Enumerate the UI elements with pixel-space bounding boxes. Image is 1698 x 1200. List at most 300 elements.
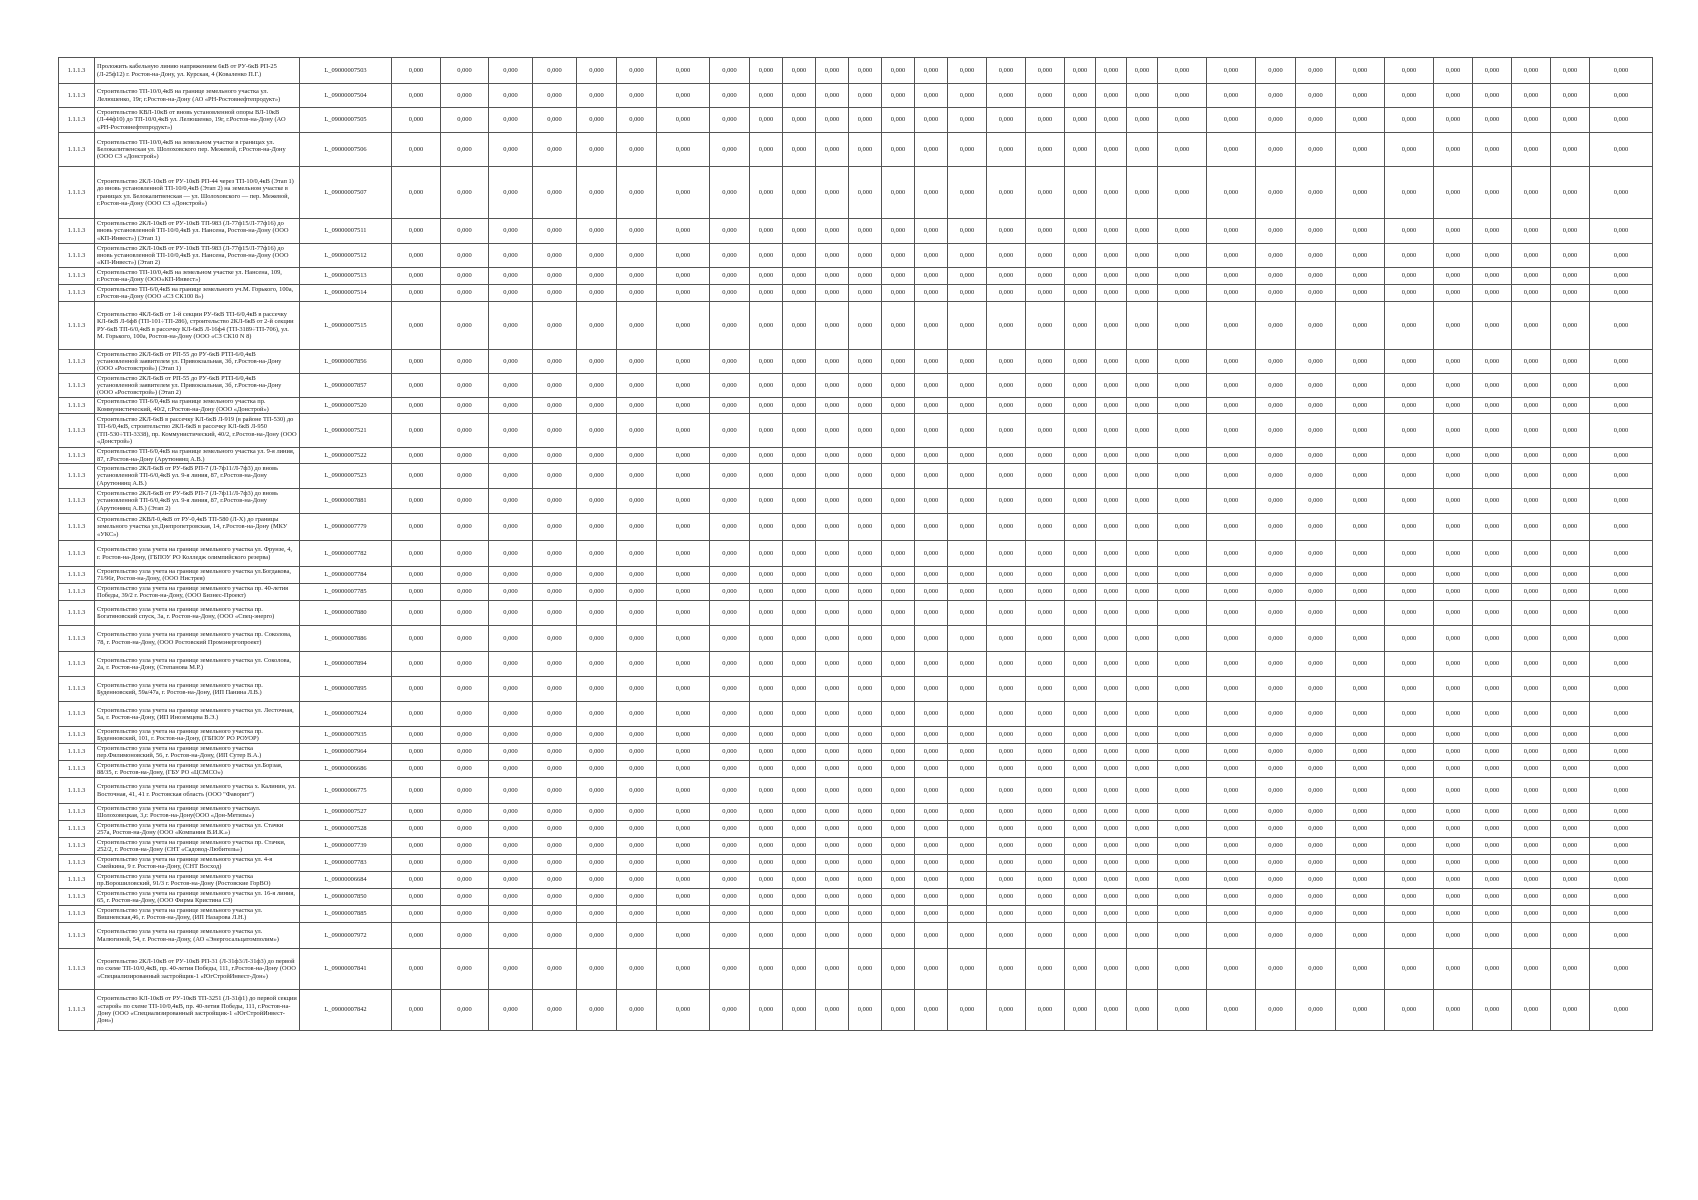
value-cell: 0,000 bbox=[1551, 464, 1590, 489]
value-cell: 0,000 bbox=[1296, 244, 1336, 268]
value-cell: 0,000 bbox=[489, 906, 533, 923]
value-cell: 0,000 bbox=[750, 133, 783, 167]
value-cell: 0,000 bbox=[1336, 374, 1385, 398]
value-cell: 0,000 bbox=[987, 514, 1026, 541]
value-cell: 0,000 bbox=[816, 414, 849, 448]
value-cell: 0,000 bbox=[1158, 677, 1207, 702]
value-cell: 0,000 bbox=[1336, 58, 1385, 84]
row-index-cell: 1.1.1.3 bbox=[59, 584, 95, 601]
value-cell: 0,000 bbox=[617, 778, 657, 804]
value-cell: 0,000 bbox=[1473, 872, 1512, 889]
value-cell: 0,000 bbox=[392, 727, 441, 744]
value-cell: 0,000 bbox=[1512, 350, 1551, 374]
value-cell: 0,000 bbox=[882, 414, 915, 448]
value-cell: 0,000 bbox=[1158, 778, 1207, 804]
value-cell: 0,000 bbox=[1385, 350, 1434, 374]
value-cell: 0,000 bbox=[987, 167, 1026, 219]
value-cell: 0,000 bbox=[441, 906, 489, 923]
value-cell: 0,000 bbox=[1127, 244, 1158, 268]
value-cell: 0,000 bbox=[1065, 464, 1096, 489]
value-cell: 0,000 bbox=[1026, 285, 1065, 302]
value-cell: 0,000 bbox=[577, 464, 617, 489]
value-cell: 0,000 bbox=[533, 84, 577, 108]
value-cell: 0,000 bbox=[1256, 398, 1296, 414]
value-cell: 0,000 bbox=[915, 889, 948, 906]
value-cell: 0,000 bbox=[1551, 58, 1590, 84]
value-cell: 0,000 bbox=[489, 374, 533, 398]
row-index-cell: 1.1.1.3 bbox=[59, 414, 95, 448]
value-cell: 0,000 bbox=[1551, 702, 1590, 727]
value-cell: 0,000 bbox=[750, 906, 783, 923]
row-index-cell: 1.1.1.3 bbox=[59, 302, 95, 350]
value-cell: 0,000 bbox=[1256, 108, 1296, 133]
value-cell: 0,000 bbox=[987, 268, 1026, 285]
value-cell: 0,000 bbox=[1512, 990, 1551, 1031]
value-cell: 0,000 bbox=[948, 838, 987, 855]
value-cell: 0,000 bbox=[441, 268, 489, 285]
row-description-cell: Строительство узла учета на границе земельного участка пер.Филимоновский, 56, г. Ростов-на-Дону, (ИП Сутер В.А.) bbox=[95, 744, 300, 761]
value-cell: 0,000 bbox=[948, 58, 987, 84]
value-cell: 0,000 bbox=[1207, 374, 1256, 398]
value-cell: 0,000 bbox=[1207, 744, 1256, 761]
row-project-code-cell: L_09000007842 bbox=[300, 990, 392, 1031]
value-cell: 0,000 bbox=[915, 58, 948, 84]
value-cell: 0,000 bbox=[617, 374, 657, 398]
value-cell: 0,000 bbox=[948, 268, 987, 285]
value-cell: 0,000 bbox=[533, 626, 577, 652]
value-cell: 0,000 bbox=[1296, 601, 1336, 626]
value-cell: 0,000 bbox=[1096, 652, 1127, 677]
value-cell: 0,000 bbox=[1096, 448, 1127, 464]
value-cell: 0,000 bbox=[1127, 108, 1158, 133]
value-cell: 0,000 bbox=[1207, 821, 1256, 838]
value-cell: 0,000 bbox=[783, 244, 816, 268]
table-row bbox=[59, 744, 1653, 761]
value-cell: 0,000 bbox=[882, 923, 915, 949]
row-project-code-cell: L_09000007505 bbox=[300, 108, 392, 133]
value-cell: 0,000 bbox=[849, 584, 882, 601]
value-cell: 0,000 bbox=[1207, 949, 1256, 990]
value-cell: 0,000 bbox=[1158, 601, 1207, 626]
row-index-cell: 1.1.1.3 bbox=[59, 778, 95, 804]
row-index-cell: 1.1.1.3 bbox=[59, 821, 95, 838]
value-cell: 0,000 bbox=[882, 567, 915, 584]
value-cell: 0,000 bbox=[392, 821, 441, 838]
value-cell: 0,000 bbox=[1590, 285, 1653, 302]
row-project-code-cell: L_09000007779 bbox=[300, 514, 392, 541]
value-cell: 0,000 bbox=[1158, 838, 1207, 855]
value-cell: 0,000 bbox=[392, 108, 441, 133]
value-cell: 0,000 bbox=[533, 923, 577, 949]
value-cell: 0,000 bbox=[1551, 584, 1590, 601]
value-cell: 0,000 bbox=[1551, 219, 1590, 244]
value-cell: 0,000 bbox=[816, 219, 849, 244]
value-cell: 0,000 bbox=[1127, 626, 1158, 652]
value-cell: 0,000 bbox=[577, 398, 617, 414]
value-cell: 0,000 bbox=[987, 108, 1026, 133]
row-index-cell: 1.1.1.3 bbox=[59, 167, 95, 219]
value-cell: 0,000 bbox=[1127, 219, 1158, 244]
value-cell: 0,000 bbox=[1296, 108, 1336, 133]
value-cell: 0,000 bbox=[882, 167, 915, 219]
value-cell: 0,000 bbox=[1336, 838, 1385, 855]
value-cell: 0,000 bbox=[1473, 744, 1512, 761]
value-cell: 0,000 bbox=[1296, 652, 1336, 677]
value-cell: 0,000 bbox=[489, 744, 533, 761]
row-description-cell: Строительство КЛ-10кВ от РУ-10кВ ТП-3251 (Л-31ф1) до первой секции «старой» по схеме ТП-10/0,4кВ, пр. 40-летия Победы, 111, г.Ростов-на-Дону (ООО «Специализированный застройщик-1 «ЮгСтройИнвест-Дон») bbox=[95, 990, 300, 1031]
value-cell: 0,000 bbox=[657, 778, 710, 804]
value-cell: 0,000 bbox=[987, 727, 1026, 744]
value-cell: 0,000 bbox=[948, 350, 987, 374]
value-cell: 0,000 bbox=[1256, 949, 1296, 990]
value-cell: 0,000 bbox=[849, 302, 882, 350]
value-cell: 0,000 bbox=[849, 906, 882, 923]
value-cell: 0,000 bbox=[1385, 923, 1434, 949]
value-cell: 0,000 bbox=[710, 414, 750, 448]
value-cell: 0,000 bbox=[1590, 489, 1653, 514]
value-cell: 0,000 bbox=[1512, 677, 1551, 702]
value-cell: 0,000 bbox=[1207, 889, 1256, 906]
value-cell: 0,000 bbox=[1158, 302, 1207, 350]
value-cell: 0,000 bbox=[1473, 923, 1512, 949]
value-cell: 0,000 bbox=[1256, 268, 1296, 285]
value-cell: 0,000 bbox=[1385, 567, 1434, 584]
value-cell: 0,000 bbox=[948, 541, 987, 567]
value-cell: 0,000 bbox=[1590, 84, 1653, 108]
value-cell: 0,000 bbox=[1551, 778, 1590, 804]
value-cell: 0,000 bbox=[1207, 727, 1256, 744]
value-cell: 0,000 bbox=[1026, 414, 1065, 448]
value-cell: 0,000 bbox=[987, 889, 1026, 906]
value-cell: 0,000 bbox=[1127, 804, 1158, 821]
value-cell: 0,000 bbox=[657, 652, 710, 677]
value-cell: 0,000 bbox=[816, 514, 849, 541]
value-cell: 0,000 bbox=[617, 744, 657, 761]
value-cell: 0,000 bbox=[915, 906, 948, 923]
value-cell: 0,000 bbox=[1385, 906, 1434, 923]
value-cell: 0,000 bbox=[657, 990, 710, 1031]
value-cell: 0,000 bbox=[750, 58, 783, 84]
table-row bbox=[59, 302, 1653, 350]
value-cell: 0,000 bbox=[1434, 167, 1473, 219]
value-cell: 0,000 bbox=[1473, 398, 1512, 414]
value-cell: 0,000 bbox=[1551, 626, 1590, 652]
value-cell: 0,000 bbox=[1096, 761, 1127, 778]
value-cell: 0,000 bbox=[1158, 374, 1207, 398]
value-cell: 0,000 bbox=[816, 167, 849, 219]
value-cell: 0,000 bbox=[1512, 167, 1551, 219]
value-cell: 0,000 bbox=[577, 133, 617, 167]
value-cell: 0,000 bbox=[1096, 804, 1127, 821]
value-cell: 0,000 bbox=[577, 302, 617, 350]
value-cell: 0,000 bbox=[489, 84, 533, 108]
value-cell: 0,000 bbox=[1385, 58, 1434, 84]
value-cell: 0,000 bbox=[1434, 744, 1473, 761]
value-cell: 0,000 bbox=[710, 108, 750, 133]
value-cell: 0,000 bbox=[489, 167, 533, 219]
value-cell: 0,000 bbox=[533, 727, 577, 744]
row-description-cell: Проложить кабельную линию напряжением 6кВ от РУ-6кВ РП-25 (Л-25ф12) г. Ростов-на-Дону, ул. Курская, 4 (Коваленко П.Г.) bbox=[95, 58, 300, 84]
value-cell: 0,000 bbox=[882, 84, 915, 108]
value-cell: 0,000 bbox=[1096, 677, 1127, 702]
value-cell: 0,000 bbox=[1434, 626, 1473, 652]
value-cell: 0,000 bbox=[1385, 398, 1434, 414]
value-cell: 0,000 bbox=[1434, 872, 1473, 889]
value-cell: 0,000 bbox=[617, 464, 657, 489]
row-index-cell: 1.1.1.3 bbox=[59, 601, 95, 626]
value-cell: 0,000 bbox=[750, 923, 783, 949]
value-cell: 0,000 bbox=[1434, 489, 1473, 514]
value-cell: 0,000 bbox=[1385, 821, 1434, 838]
row-index-cell: 1.1.1.3 bbox=[59, 541, 95, 567]
value-cell: 0,000 bbox=[783, 838, 816, 855]
value-cell: 0,000 bbox=[710, 584, 750, 601]
value-cell: 0,000 bbox=[1065, 84, 1096, 108]
value-cell: 0,000 bbox=[577, 761, 617, 778]
value-cell: 0,000 bbox=[750, 584, 783, 601]
value-cell: 0,000 bbox=[1096, 489, 1127, 514]
row-project-code-cell: L_09000007782 bbox=[300, 541, 392, 567]
value-cell: 0,000 bbox=[915, 414, 948, 448]
value-cell: 0,000 bbox=[816, 949, 849, 990]
value-cell: 0,000 bbox=[1256, 414, 1296, 448]
value-cell: 0,000 bbox=[816, 990, 849, 1031]
value-cell: 0,000 bbox=[1207, 398, 1256, 414]
value-cell: 0,000 bbox=[783, 374, 816, 398]
value-cell: 0,000 bbox=[1434, 949, 1473, 990]
value-cell: 0,000 bbox=[816, 464, 849, 489]
value-cell: 0,000 bbox=[816, 350, 849, 374]
value-cell: 0,000 bbox=[987, 949, 1026, 990]
value-cell: 0,000 bbox=[1127, 906, 1158, 923]
value-cell: 0,000 bbox=[1096, 821, 1127, 838]
value-cell: 0,000 bbox=[392, 838, 441, 855]
value-cell: 0,000 bbox=[1473, 541, 1512, 567]
value-cell: 0,000 bbox=[1127, 464, 1158, 489]
value-cell: 0,000 bbox=[577, 923, 617, 949]
value-cell: 0,000 bbox=[1385, 167, 1434, 219]
value-cell: 0,000 bbox=[1158, 167, 1207, 219]
row-project-code-cell: L_09000007521 bbox=[300, 414, 392, 448]
value-cell: 0,000 bbox=[1385, 374, 1434, 398]
value-cell: 0,000 bbox=[1590, 448, 1653, 464]
value-cell: 0,000 bbox=[1385, 414, 1434, 448]
row-description-cell: Строительство 2КЛ-10кВ от РУ-10кВ РП-31 (Л-31ф3/Л-31ф3) до первой по схеме ТП-10/0,4кВ, пр. 40-летия Победы, 111, г.Ростов-на-Дону (ООО «Специализированный застройщик-1 «ЮгСтройИнвест-Дон») bbox=[95, 949, 300, 990]
value-cell: 0,000 bbox=[816, 541, 849, 567]
value-cell: 0,000 bbox=[783, 584, 816, 601]
value-cell: 0,000 bbox=[915, 133, 948, 167]
value-cell: 0,000 bbox=[657, 727, 710, 744]
row-description-cell: Строительство ТП-10/0,4кВ на границе земельного участка ул. Лелюшенко, 19г, г.Ростов-на-Дону (АО «РН-Ростовнефтепродукт») bbox=[95, 84, 300, 108]
value-cell: 0,000 bbox=[1336, 626, 1385, 652]
row-index-cell: 1.1.1.3 bbox=[59, 489, 95, 514]
value-cell: 0,000 bbox=[882, 219, 915, 244]
value-cell: 0,000 bbox=[1207, 567, 1256, 584]
value-cell: 0,000 bbox=[1207, 761, 1256, 778]
value-cell: 0,000 bbox=[1127, 167, 1158, 219]
value-cell: 0,000 bbox=[1512, 541, 1551, 567]
value-cell: 0,000 bbox=[1158, 990, 1207, 1031]
value-cell: 0,000 bbox=[987, 677, 1026, 702]
row-description-cell: Строительство ТП-6/0,4кВ на границе земельного уч.М. Горького, 100а, г.Ростов-на-Дону (ООО «СЗ СК100 8») bbox=[95, 285, 300, 302]
value-cell: 0,000 bbox=[783, 906, 816, 923]
value-cell: 0,000 bbox=[1473, 702, 1512, 727]
value-cell: 0,000 bbox=[783, 350, 816, 374]
value-cell: 0,000 bbox=[948, 398, 987, 414]
value-cell: 0,000 bbox=[657, 448, 710, 464]
value-cell: 0,000 bbox=[1026, 489, 1065, 514]
value-cell: 0,000 bbox=[441, 167, 489, 219]
value-cell: 0,000 bbox=[489, 923, 533, 949]
value-cell: 0,000 bbox=[1336, 949, 1385, 990]
value-cell: 0,000 bbox=[750, 821, 783, 838]
value-cell: 0,000 bbox=[948, 652, 987, 677]
value-cell: 0,000 bbox=[1026, 761, 1065, 778]
value-cell: 0,000 bbox=[987, 374, 1026, 398]
value-cell: 0,000 bbox=[489, 601, 533, 626]
row-index-cell: 1.1.1.3 bbox=[59, 906, 95, 923]
value-cell: 0,000 bbox=[1512, 949, 1551, 990]
table-row bbox=[59, 677, 1653, 702]
value-cell: 0,000 bbox=[1336, 990, 1385, 1031]
value-cell: 0,000 bbox=[882, 838, 915, 855]
value-cell: 0,000 bbox=[750, 167, 783, 219]
value-cell: 0,000 bbox=[392, 514, 441, 541]
value-cell: 0,000 bbox=[1385, 108, 1434, 133]
row-project-code-cell: L_09000007520 bbox=[300, 398, 392, 414]
row-project-code-cell: L_09000007785 bbox=[300, 584, 392, 601]
value-cell: 0,000 bbox=[783, 702, 816, 727]
value-cell: 0,000 bbox=[1158, 923, 1207, 949]
row-description-cell: Строительство ТП-10/0,4кВ на земельном участке в границах ул. Белокалитвенская ул. Шолоховского пер. Межевой, г.Ростов-на-Дону (ООО СЗ «Донстрой») bbox=[95, 133, 300, 167]
value-cell: 0,000 bbox=[1385, 302, 1434, 350]
row-project-code-cell: L_09000007527 bbox=[300, 804, 392, 821]
value-cell: 0,000 bbox=[1096, 167, 1127, 219]
value-cell: 0,000 bbox=[882, 285, 915, 302]
value-cell: 0,000 bbox=[750, 448, 783, 464]
value-cell: 0,000 bbox=[783, 448, 816, 464]
value-cell: 0,000 bbox=[783, 990, 816, 1031]
value-cell: 0,000 bbox=[1512, 414, 1551, 448]
value-cell: 0,000 bbox=[441, 514, 489, 541]
row-description-cell: Строительство узла учета на границе земельного участка ул. Малюгиной, 54, г. Ростов-на-Дону, (АО «Энергосальцатомполим») bbox=[95, 923, 300, 949]
value-cell: 0,000 bbox=[750, 652, 783, 677]
value-cell: 0,000 bbox=[1096, 889, 1127, 906]
table-row bbox=[59, 84, 1653, 108]
value-cell: 0,000 bbox=[1385, 541, 1434, 567]
value-cell: 0,000 bbox=[392, 804, 441, 821]
value-cell: 0,000 bbox=[1065, 906, 1096, 923]
value-cell: 0,000 bbox=[1296, 219, 1336, 244]
value-cell: 0,000 bbox=[441, 838, 489, 855]
row-description-cell: Строительство узла учета на границе земельного участка ул. Фрунзе, 4, г. Ростов-на-Дону, (ГБПОУ РО Колледж олимпийского резерва) bbox=[95, 541, 300, 567]
value-cell: 0,000 bbox=[617, 541, 657, 567]
value-cell: 0,000 bbox=[1473, 567, 1512, 584]
row-project-code-cell: L_09000007880 bbox=[300, 601, 392, 626]
value-cell: 0,000 bbox=[441, 464, 489, 489]
value-cell: 0,000 bbox=[441, 761, 489, 778]
value-cell: 0,000 bbox=[392, 855, 441, 872]
value-cell: 0,000 bbox=[1065, 108, 1096, 133]
value-cell: 0,000 bbox=[1026, 108, 1065, 133]
value-cell: 0,000 bbox=[849, 601, 882, 626]
value-cell: 0,000 bbox=[1336, 133, 1385, 167]
row-index-cell: 1.1.1.3 bbox=[59, 514, 95, 541]
value-cell: 0,000 bbox=[617, 702, 657, 727]
value-cell: 0,000 bbox=[1296, 744, 1336, 761]
value-cell: 0,000 bbox=[1336, 923, 1385, 949]
value-cell: 0,000 bbox=[1158, 855, 1207, 872]
value-cell: 0,000 bbox=[1256, 464, 1296, 489]
value-cell: 0,000 bbox=[657, 761, 710, 778]
value-cell: 0,000 bbox=[882, 949, 915, 990]
value-cell: 0,000 bbox=[915, 652, 948, 677]
value-cell: 0,000 bbox=[1473, 244, 1512, 268]
value-cell: 0,000 bbox=[1026, 727, 1065, 744]
value-cell: 0,000 bbox=[617, 727, 657, 744]
value-cell: 0,000 bbox=[1512, 398, 1551, 414]
value-cell: 0,000 bbox=[915, 514, 948, 541]
value-cell: 0,000 bbox=[948, 626, 987, 652]
row-description-cell: Строительство 2КЛ-6кВ в рассечку КЛ-6кВ Л-919 (в районе ТП-530) до ТП-6/0,4кВ, строительство 2КЛ-6кВ в рассечку КЛ-6кВ Л-950 (ТП-530÷ТП-3338), пр. Коммунистический, 40/2, г.Ростов-на-Дону (ООО «Донстрой») bbox=[95, 414, 300, 448]
value-cell: 0,000 bbox=[489, 778, 533, 804]
value-cell: 0,000 bbox=[1296, 584, 1336, 601]
value-cell: 0,000 bbox=[617, 567, 657, 584]
value-cell: 0,000 bbox=[750, 108, 783, 133]
value-cell: 0,000 bbox=[1065, 872, 1096, 889]
row-project-code-cell: L_09000007522 bbox=[300, 448, 392, 464]
row-index-cell: 1.1.1.3 bbox=[59, 398, 95, 414]
value-cell: 0,000 bbox=[533, 744, 577, 761]
value-cell: 0,000 bbox=[1026, 268, 1065, 285]
value-cell: 0,000 bbox=[816, 889, 849, 906]
value-cell: 0,000 bbox=[577, 626, 617, 652]
value-cell: 0,000 bbox=[1127, 302, 1158, 350]
value-cell: 0,000 bbox=[392, 652, 441, 677]
value-cell: 0,000 bbox=[1434, 464, 1473, 489]
value-cell: 0,000 bbox=[1551, 838, 1590, 855]
value-cell: 0,000 bbox=[533, 133, 577, 167]
value-cell: 0,000 bbox=[915, 778, 948, 804]
value-cell: 0,000 bbox=[750, 727, 783, 744]
value-cell: 0,000 bbox=[1590, 990, 1653, 1031]
value-cell: 0,000 bbox=[1473, 133, 1512, 167]
value-cell: 0,000 bbox=[392, 285, 441, 302]
value-cell: 0,000 bbox=[1065, 374, 1096, 398]
value-cell: 0,000 bbox=[1026, 804, 1065, 821]
value-cell: 0,000 bbox=[1096, 219, 1127, 244]
value-cell: 0,000 bbox=[849, 133, 882, 167]
value-cell: 0,000 bbox=[1065, 838, 1096, 855]
value-cell: 0,000 bbox=[849, 838, 882, 855]
row-project-code-cell: L_09000007881 bbox=[300, 489, 392, 514]
value-cell: 0,000 bbox=[617, 414, 657, 448]
row-index-cell: 1.1.1.3 bbox=[59, 464, 95, 489]
value-cell: 0,000 bbox=[915, 677, 948, 702]
value-cell: 0,000 bbox=[1158, 268, 1207, 285]
value-cell: 0,000 bbox=[1551, 541, 1590, 567]
value-cell: 0,000 bbox=[882, 821, 915, 838]
row-project-code-cell: L_09000007886 bbox=[300, 626, 392, 652]
value-cell: 0,000 bbox=[577, 374, 617, 398]
value-cell: 0,000 bbox=[1473, 285, 1512, 302]
value-cell: 0,000 bbox=[1296, 906, 1336, 923]
value-cell: 0,000 bbox=[948, 584, 987, 601]
value-cell: 0,000 bbox=[915, 489, 948, 514]
row-description-cell: Строительство узла учета на границе земельного участка пр. Буденновский, 59а/47а, г. Ростов-на-Дону, (ИП Панина Л.В.) bbox=[95, 677, 300, 702]
value-cell: 0,000 bbox=[849, 949, 882, 990]
value-cell: 0,000 bbox=[1434, 302, 1473, 350]
